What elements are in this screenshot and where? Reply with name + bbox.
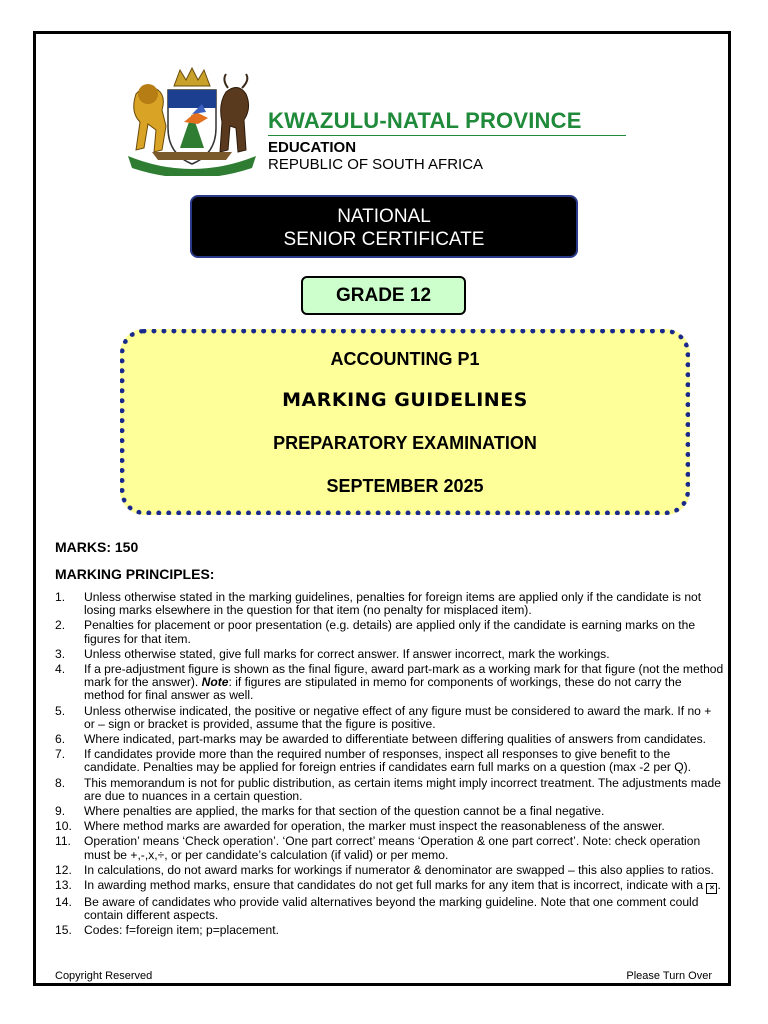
turn-over-footer: Please Turn Over: [626, 970, 712, 982]
list-item: 5. Unless otherwise indicated, the positive or negative effect of any figure must be considered to award the mark. If no + or – sign or bracket is provided, assume that the figure is positive.: [55, 703, 712, 731]
list-item: 15. Codes: f=foreign item; p=placement.: [55, 923, 279, 938]
list-item: 2. Penalties for placement or poor presentation (e.g. details) are applied only if the candidate is earning marks on the figures for that item.: [55, 618, 696, 646]
certificate-line-2: SENIOR CERTIFICATE: [283, 229, 485, 250]
list-item: 10. Where method marks are awarded for operation, the marker must inspect the reasonableness of the answer.: [55, 819, 665, 834]
country-label: REPUBLIC OF SOUTH AFRICA: [268, 156, 484, 173]
list-item: 11. Operation’ means ‘Check operation’. ‘One part correct’ means ‘Operation & one part correct’. Note: check operation must be +,-,x,÷, or per candidate’s calculation (if valid) or per memo.: [55, 834, 701, 862]
total-marks: MARKS: 150: [55, 539, 139, 555]
coat-of-arms-icon: [122, 64, 262, 176]
list-item: 1. Unless otherwise stated in the marking guidelines, penalties for foreign items are applied only if the candidate is not losing marks elsewhere in the question for that item (no penalty for misplaced item).: [55, 590, 702, 618]
header-divider: [268, 135, 626, 136]
list-item: 13. In awarding method marks, ensure that candidates do not get full marks for any item that is incorrect, indicate with a × .: [55, 878, 721, 893]
copyright-footer: Copyright Reserved: [55, 970, 153, 982]
list-item: 14. Be aware of candidates who provide valid alternatives beyond the marking guideline. Note that one comment could contain different aspects.: [55, 895, 699, 923]
grade-badge: GRADE 12: [301, 276, 466, 315]
list-item: 3. Unless otherwise stated, give full marks for correct answer. If answer incorrect, mark the workings.: [55, 646, 610, 661]
department-label: EDUCATION: [268, 139, 357, 156]
list-item: 9. Where penalties are applied, the marks for that section of the question cannot be a final negative.: [55, 804, 605, 819]
principles-list: [55, 591, 725, 940]
list-item: 8. This memorandum is not for public distribution, as certain items might imply incorrect treatment. The adjustments made are due to nuances in a certain question.: [55, 775, 721, 803]
crossed-box-icon: ×: [706, 883, 717, 894]
list-item: 6. Where indicated, part-marks may be awarded to differentiate between differing qualities of answers from candidates.: [55, 732, 707, 747]
list-item: 7. If candidates provide more than the required number of responses, inspect all responses to give benefit to the candidate. Penalties may be applied for foreign entries if candidates earn full marks on a question (max -2 per Q).: [55, 747, 692, 775]
certificate-banner: [190, 195, 578, 258]
list-item: 12. In calculations, do not award marks for workings if numerator & denominator are swapped – this also applies to ratios.: [55, 862, 714, 877]
certificate-line-1: NATIONAL: [337, 206, 431, 227]
province-title: KWAZULU-NATAL PROVINCE: [268, 108, 582, 133]
exam-date: SEPTEMBER 2025: [326, 476, 484, 496]
doc-type-title: MARKING GUIDELINES: [282, 389, 528, 411]
paper-info-box: [120, 329, 690, 515]
note-emphasis: Note: [201, 675, 229, 690]
exam-title: PREPARATORY EXAMINATION: [273, 433, 537, 453]
principles-heading: MARKING PRINCIPLES:: [55, 566, 215, 582]
list-item: 4. If a pre-adjustment figure is shown as the final figure, award part-mark as a working mark for that figure (not the method mark for the answer). Note: if figures are stipulated in memo for components of workings, these do not carry the method for final answer as well.: [55, 662, 724, 703]
subject-title: ACCOUNTING P1: [330, 349, 480, 369]
